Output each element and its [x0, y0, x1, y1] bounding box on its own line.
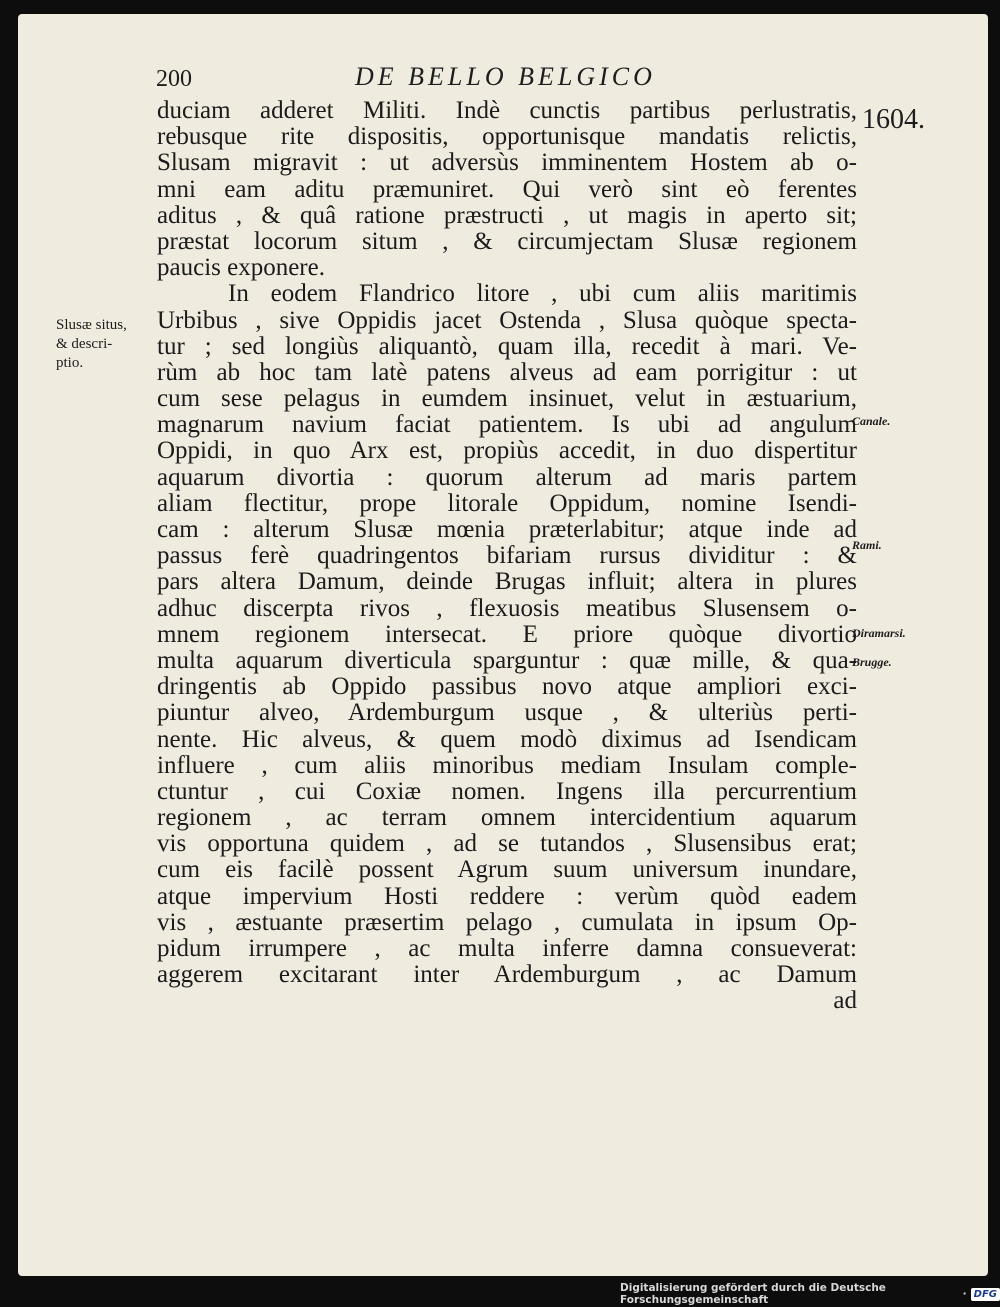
margin-note-line: ptio. — [56, 355, 84, 371]
page-header — [0, 58, 1000, 98]
margin-note-brugge: Brugge. — [852, 655, 892, 669]
text-line: duciam adderet Militi. Indè cunctis partibus perlustratis, — [157, 97, 857, 124]
text-line: cum eis facilè possent Agrum suum universum inundare, — [157, 856, 857, 884]
text-line: cum sese pelagus in eumdem insinuet, velut in æstuarium, — [157, 385, 857, 413]
text-line: vis , æstuante præsertim pelago , cumulata in ipsum Op- — [157, 908, 857, 936]
text-line: Slusam migravit : ut adversùs imminentem Hostem ab o- — [157, 149, 857, 177]
margin-note-line: & descri- — [56, 336, 113, 352]
text-line: aliam flectitur, prope litorale Oppidum, nomine Isendi- — [157, 489, 857, 517]
text-line: piuntur alveo, Ardemburgum usque , & ulteriùs perti- — [157, 699, 857, 727]
text-line: mnem regionem intersecat. E priore quòque divortio — [157, 620, 857, 648]
margin-note-rami: Rami. — [852, 538, 882, 552]
text-line: Oppidi, in quo Arx est, propiùs accedit, in duo dispertitur — [157, 437, 857, 465]
margin-note-line: Slusæ situs, — [56, 317, 127, 333]
text-line: dringentis ab Oppido passibus novo atque ampliori exci- — [157, 673, 857, 701]
text-line: cam : alterum Slusæ mœnia præterlabitur; atque inde ad — [157, 516, 857, 543]
text-line: aditus , & quâ ratione præstructi , ut magis in aperto sit; — [157, 201, 857, 229]
text-line: mni eam aditu præmuniret. Qui verò sint eò ferentes — [157, 175, 857, 203]
catchword: ad — [833, 987, 857, 1015]
year-margin-note: 1604. — [862, 104, 925, 135]
margin-note-diramarsi: Diramarsi. — [852, 626, 906, 640]
footer-separator: · — [962, 1288, 967, 1300]
text-line: adhuc discerpta rivos , flexuosis meatibus Slusensem o- — [157, 594, 857, 622]
footer-text: Digitalisierung gefördert durch die Deutsche Forschungsgemeinschaft — [620, 1282, 886, 1306]
margin-note-left — [56, 316, 156, 373]
text-line: Urbibus , sive Oppidis jacet Ostenda , Slusa quòque specta- — [157, 306, 857, 334]
text-line: influere , cum aliis minoribus mediam Insulam comple- — [157, 751, 857, 779]
text-line: pidum irrumpere , ac multa inferre damna consueverat: — [157, 935, 857, 962]
margin-note-canale: Canale. — [852, 414, 891, 428]
text-line: præstat locorum situm , & circumjectam Slusæ regionem — [157, 227, 857, 255]
text-line: regionem , ac terram omnem intercidentium aquarum — [157, 804, 857, 832]
running-title: DE BELLO BELGICO — [355, 62, 656, 91]
text-line: vis opportuna quidem , ad se tutandos , Slusensibus erat; — [157, 830, 857, 858]
dfg-logo[interactable]: DFG — [971, 1288, 1000, 1301]
text-line: rebusque rite dispositis, opportunisque mandatis relictis, — [157, 123, 857, 151]
text-line: pars altera Damum, deinde Brugas influit; altera in plures — [157, 568, 857, 596]
text-line: atque impervium Hosti reddere : verùm quòd eadem — [157, 882, 857, 910]
text-line: In eodem Flandrico litore , ubi cum aliis maritimis — [228, 280, 857, 308]
text-line: passus ferè quadringentos bifariam rursus dividitur : & — [157, 542, 857, 570]
text-line: paucis exponere. — [157, 254, 325, 282]
text-line: aggerem excitarant inter Ardemburgum , ac Damum — [157, 961, 857, 989]
body-text — [157, 98, 857, 1015]
text-line: tur ; sed longiùs aliquantò, quam illa, recedit à mari. Ve- — [157, 332, 857, 360]
text-line: nente. Hic alveus, & quem modò diximus ad Isendicam — [157, 725, 857, 753]
page-number: 200 — [156, 66, 192, 92]
text-line: rùm ab hoc tam latè patens alveus ad eam porrigitur : ut — [157, 358, 857, 386]
text-line: ctuntur , cui Coxiæ nomen. Ingens illa percurrentium — [157, 777, 857, 805]
footer-credit — [620, 1283, 1000, 1305]
text-line: multa aquarum diverticula sparguntur : quæ mille, & qua- — [157, 646, 857, 674]
text-line: aquarum divortia : quorum alterum ad maris partem — [157, 463, 857, 491]
text-line: magnarum navium faciat patientem. Is ubi ad angulum — [157, 411, 857, 439]
